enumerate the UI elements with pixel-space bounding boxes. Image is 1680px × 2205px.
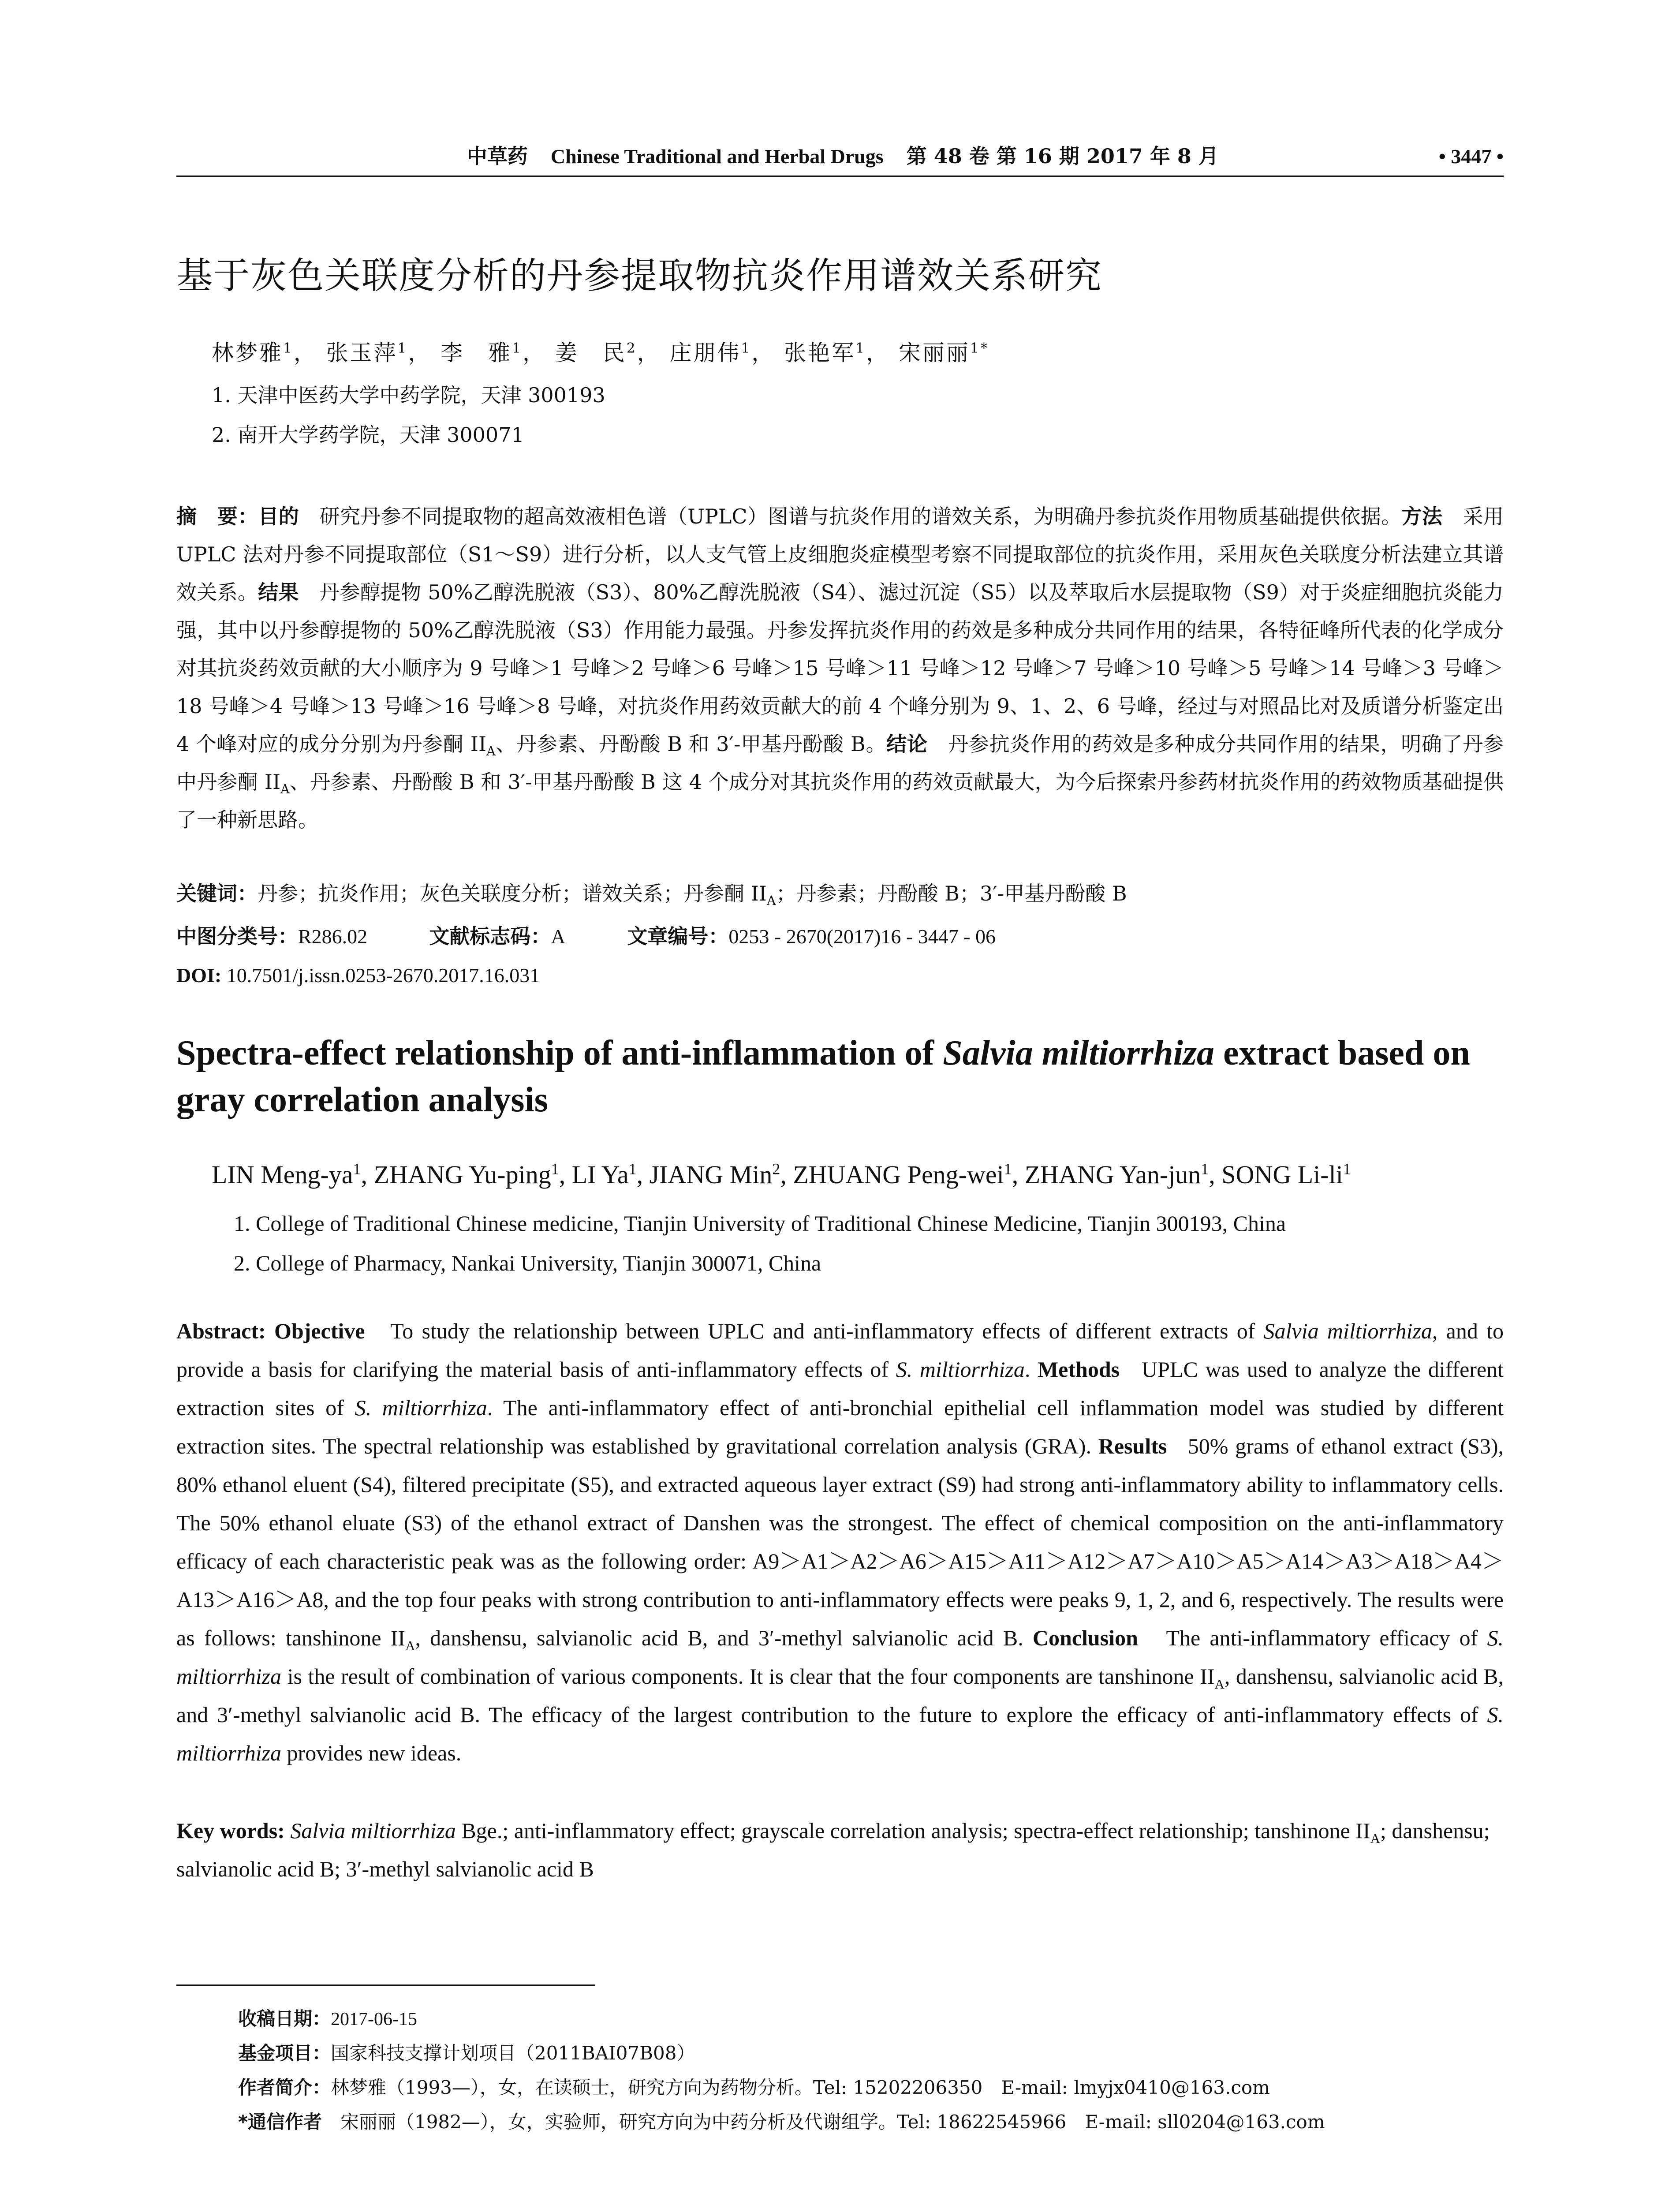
- journal-brand: 中草药: [467, 144, 528, 168]
- cn-objective-label: 目的: [258, 505, 299, 528]
- cn-authors: 林梦雅$^1$， 张玉萍$^1$， 李 雅$^1$， 姜 民$^2$， 庄朋伟$^1$， 张艳军$^1$， 宋丽丽$^{1*}$: [212, 340, 989, 366]
- en-conclusion-label: Conclusion: [1032, 1626, 1138, 1650]
- header-rule: [176, 176, 1504, 177]
- footnote-corresponding: *通信作者 宋丽丽（1982—），女，实验师，研究方向为中药分析及代谢组学。Tel: 18622545966 E-mail: sll0204@163.com: [238, 2111, 1325, 2133]
- en-affiliation: 2. College of Pharmacy, Nankai University, Tianjin 300071, China: [234, 1251, 821, 1275]
- cn-author: 宋丽丽$^{1*}$: [898, 340, 989, 366]
- cn-affiliation: 2. 南开大学药学院，天津 300071: [212, 423, 524, 447]
- cn-keywords: 关键词：丹参；抗炎作用；灰色关联度分析；谱效关系；丹参酮 $II_A$；丹参素；丹酚酸 B；3′-甲基丹酚酸 B: [176, 882, 1127, 908]
- article-no-value: 0253 - 2670(2017)16 - 3447 - 06: [728, 925, 996, 948]
- cn-affiliation: 1. 天津中医药大学中药学院，天津 300193: [212, 383, 605, 407]
- en-title: Spectra-effect relationship of anti-inflammation of Salvia miltiorrhiza extract based on gray correlation analysis: [176, 1034, 1470, 1119]
- en-methods-label: Methods: [1037, 1357, 1120, 1382]
- cn-author: 李 雅$^1$: [441, 340, 523, 366]
- clc-value: R286.02: [298, 925, 368, 948]
- en-affiliation: 1. College of Traditional Chinese medicine, Tianjin University of Traditional Chinese Medicine, Tianjin 300193, China: [234, 1211, 1286, 1236]
- en-abstract-label: Abstract: Objective: [176, 1319, 365, 1343]
- cn-author: 张艳军$^1$: [784, 340, 866, 366]
- journal-volume: 第 48 卷 第 16 期 2017 年 8 月: [906, 144, 1219, 168]
- en-keywords: Key words: Salvia miltiorrhiza Bge.; anti-inflammatory effect; grayscale correlation analysis; spectra-effect relationship; tanshinone $II_A$; danshensu; salvianolic acid B; 3′-methyl salvianolic acid B: [176, 1818, 1490, 1881]
- cn-results-text: 丹参醇提物 50%乙醇洗脱液（S3）、80%乙醇洗脱液（S4）、滤过沉淀（S5）以及萃取后水层提取物（S9）对于炎症细胞抗炎能力强，其中以丹参醇提物的 50%乙醇洗脱液（S3）作用能力最强。丹参发挥抗炎作用的药效是多种成分共同作用的结果，各特征峰所代表的化学成分对其抗炎药效贡献的大小顺序为 9 号峰＞1 号峰＞2 号峰＞6 号峰＞15 号峰＞11 号峰＞12 号峰＞7 号峰＞10 号峰＞5 号峰＞14 号峰＞3 号峰＞18 号峰＞4 号峰＞13 号峰＞16 号峰＞8 号峰，对抗炎作用药效贡献大的前 4 个峰分别为 9、1、2、6 号峰，经过与对照品比对及质谱分析鉴定出 4 个峰对应的成分分别为丹参酮 II: [176, 580, 1504, 756]
- en-authors: LIN Meng-$ya^1$, ZHANG Yu-ping$^1$, LI Ya$^1$, JIANG Min$^2$, ZHUANG Peng-wei$^1$, ZHANG Yan-jun$^1$, SONG $Li-li^1$: [212, 1160, 1351, 1189]
- cn-abstract: [176, 497, 1504, 839]
- cn-conclusion-text: 丹参抗炎作用的药效是多种成分共同作用的结果，明确了丹参中丹参酮 II: [176, 732, 1504, 794]
- cn-title: 基于灰色关联度分析的丹参提取物抗炎作用谱效关系研究: [176, 255, 1103, 297]
- journal-name: Chinese Traditional and Herbal Drugs: [550, 145, 884, 168]
- doi: DOI: 10.7501/j.issn.0253-2670.2017.16.031: [176, 964, 540, 987]
- footnote-received: 收稿日期：2017-06-15: [238, 2008, 417, 2029]
- cn-author: 张玉萍$^1$: [326, 340, 408, 366]
- cn-abstract-label: 摘 要：: [176, 505, 258, 528]
- footnote-funding: 基金项目：国家科技支撑计划项目（2011BAI07B08）: [238, 2042, 695, 2064]
- en-results-label: Results: [1098, 1434, 1167, 1458]
- footnote-rule: [176, 1984, 595, 1986]
- cn-conclusion-sub: A: [280, 782, 290, 797]
- doi-value[interactable]: 10.7501/j.issn.0253-2670.2017.16.031: [226, 964, 540, 987]
- cn-results-sub: A: [486, 744, 496, 759]
- cn-author: 庄朋伟$^1$: [669, 340, 752, 366]
- cn-conclusion-label: 结论: [886, 732, 928, 756]
- cn-author: 姜 民$^2$: [555, 340, 637, 366]
- running-header: [176, 140, 1504, 176]
- cn-author: 林梦雅$^1$: [212, 340, 294, 366]
- doc-code-value: A: [551, 925, 566, 948]
- cn-results-text-end: 、丹参素、丹酚酸 B 和 3′-甲基丹酚酸 B。: [495, 732, 887, 756]
- cn-methods-text: 采用 UPLC 法对丹参不同提取部位（S1～S9）进行分析，以人支气管上皮细胞炎症模型考察不同提取部位的抗炎作用，采用灰色关联度分析法建立其谱效关系。: [176, 505, 1504, 604]
- page-number: • 3447 •: [1438, 145, 1504, 168]
- footnote-author-bio: 作者简介：林梦雅（1993—），女，在读硕士，研究方向为药物分析。Tel: 15202206350 E-mail: lmyjx0410@163.com: [238, 2077, 1270, 2098]
- en-abstract: Abstract: Objective To study the relationship between UPLC and anti-inflammatory effects of different extracts of Salvia miltiorrhiza, and to provide a basis for clarifying the material basis of anti-inflammatory effects of S. miltiorrhiza. Methods UPLC was used to analyze the different extraction sites of S. miltiorrhiza. The anti-inflammatory effect of anti-bronchial epithelial cell inflammation model was studied by different extraction sites. The spectral relationship was established by gravitational correlation analysis (GRA). Results 50% grams of ethanol extract (S3), 80% ethanol eluent (S4), filtered precipitate (S5), and extracted aqueous layer extract (S9) had strong anti-inflammatory ability to inflammatory cells. The 50% ethanol eluate (S3) of the ethanol extract of Danshen was the strongest. The effect of chemical composition on the anti-inflammatory efficacy of each characteristic peak was as the following order: A9＞A1＞A2＞A6＞A15＞A11＞A12＞A7＞A10＞A5＞A14＞A3＞A18＞A4＞A13＞A16＞A8, and the top four peaks with strong contribution to anti-inflammatory effects were peaks 9, 1, 2, and 6, respectively. The results were as follows: tanshinone $II_A$, danshensu, salvianolic acid B, and 3′-methyl salvianolic acid B. Conclusion The anti-inflammatory efficacy of S. miltiorrhiza is the result of combination of various components. It is clear that the four components are tanshinone $II_A$, danshensu, salvianolic acid B, and 3′-methyl salvianolic acid B. The efficacy of the largest contribution to the future to explore the efficacy of anti-inflammatory effects of S. miltiorrhiza provides new ideas.: [176, 1319, 1504, 1765]
- cn-classification: 中图分类号：R286.02 文献标志码：A 文章编号：0253 - 2670(2017)16 - 3447 - 06: [176, 924, 996, 948]
- cn-methods-label: 方法: [1401, 505, 1443, 528]
- cn-results-label: 结果: [258, 580, 299, 604]
- running-header-center: [176, 140, 1439, 169]
- cn-objective-text: 研究丹参不同提取物的超高效液相色谱（UPLC）图谱与抗炎作用的谱效关系，为明确丹参抗炎作用物质基础提供依据。: [319, 505, 1402, 528]
- cn-conclusion-text-end: 、丹参素、丹酚酸 B 和 3′-甲基丹酚酸 B 这 4 个成分对其抗炎作用的药效贡献最大，为今后探索丹参药材抗炎作用的药效物质基础提供了一种新思路。: [176, 770, 1504, 832]
